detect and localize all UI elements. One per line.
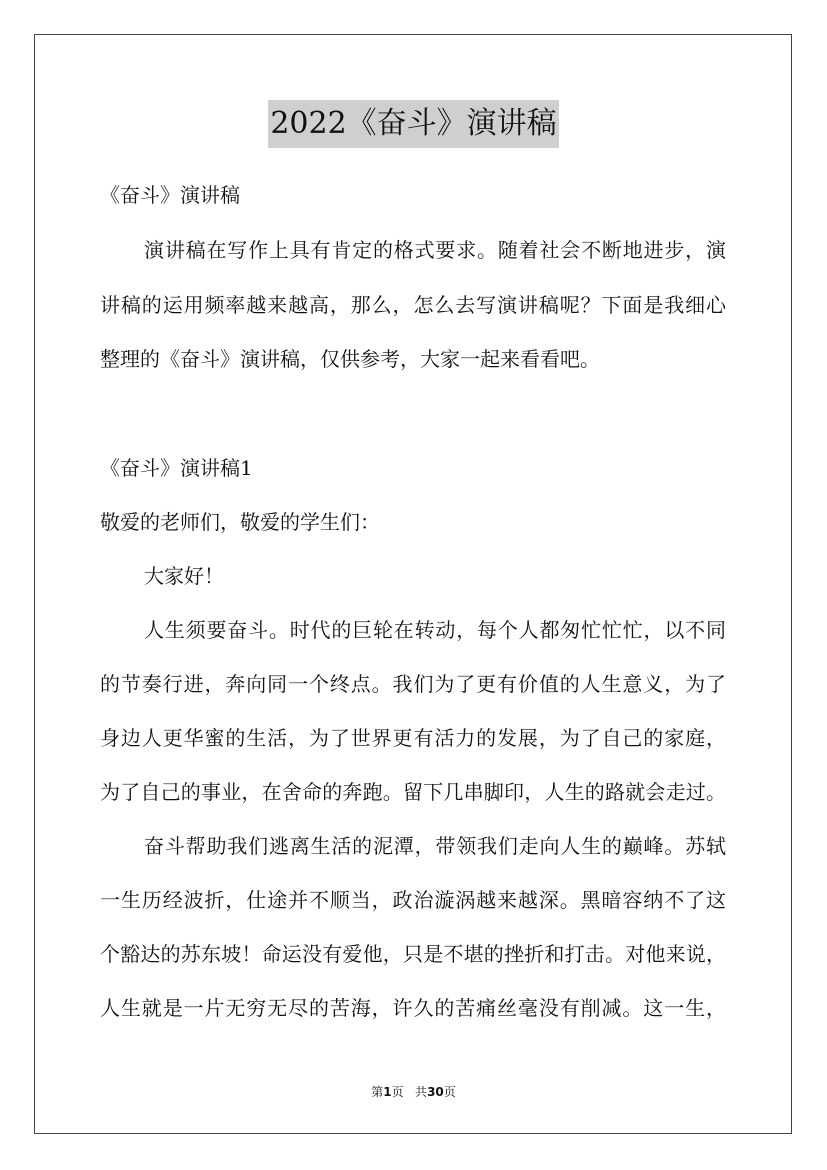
subtitle: 《奋斗》演讲稿	[100, 183, 240, 207]
intro-line-1: 演讲稿在写作上具有肯定的格式要求。随着社会不断地进步，演	[144, 238, 726, 262]
total-prefix: 共	[415, 1085, 428, 1099]
paragraph1-line-4: 为了自己的事业，在舍命的奔跑。留下几串脚印，人生的路就会走过。	[100, 780, 726, 804]
paragraph2-line-3: 个豁达的苏东坡！命运没有爱他，只是不堪的挫折和打击。对他来说，	[100, 942, 726, 966]
total-suffix: 页	[443, 1085, 456, 1099]
paragraph1-line-3: 身边人更华蜜的生活，为了世界更有活力的发展，为了自己的家庭，	[100, 726, 726, 750]
document-title-wrap	[0, 100, 827, 148]
document-title: 2022《奋斗》演讲稿	[268, 100, 558, 148]
total-pages: 30	[427, 1085, 444, 1099]
intro-line-2: 讲稿的运用频率越来越高，那么，怎么去写演讲稿呢？下面是我细心	[100, 293, 726, 317]
page-prefix: 第	[371, 1085, 384, 1099]
greeting: 大家好！	[144, 564, 224, 588]
paragraph2-line-1: 奋斗帮助我们逃离生活的泥潭，带领我们走向人生的巅峰。苏轼	[144, 834, 726, 858]
page-number: 1	[383, 1085, 392, 1099]
paragraph1-line-1: 人生须要奋斗。时代的巨轮在转动，每个人都匆忙忙忙，以不同	[144, 618, 726, 642]
paragraph1-line-2: 的节奏行进，奔向同一个终点。我们为了更有价值的人生意义，为了	[100, 672, 726, 696]
page-footer	[0, 1083, 827, 1100]
page-suffix: 页	[391, 1085, 404, 1099]
paragraph2-line-2: 一生历经波折，仕途并不顺当，政治漩涡越来越深。黑暗容纳不了这	[100, 888, 726, 912]
intro-line-3: 整理的《奋斗》演讲稿，仅供参考，大家一起来看看吧。	[100, 347, 600, 371]
salutation: 敬爱的老师们，敬爱的学生们：	[100, 510, 380, 534]
section-heading: 《奋斗》演讲稿1	[100, 456, 253, 480]
paragraph2-line-4: 人生就是一片无穷无尽的苦海，许久的苦痛丝毫没有削减。这一生，	[100, 996, 726, 1020]
